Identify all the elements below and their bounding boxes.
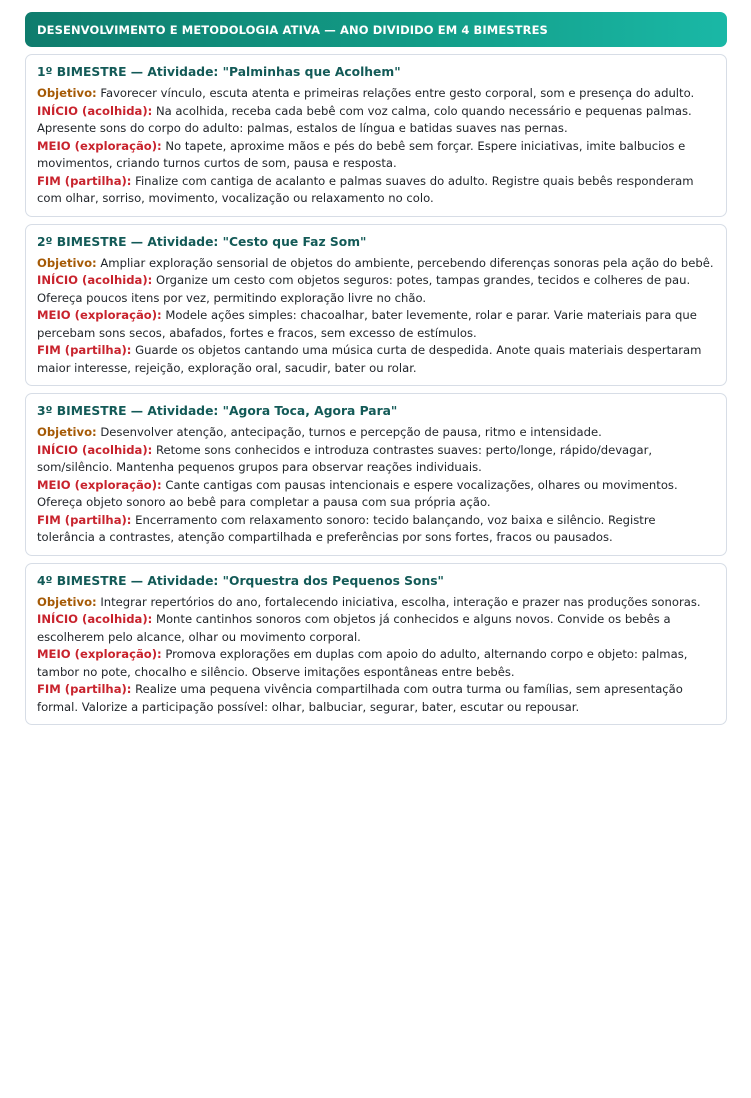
inicio-label: INÍCIO (acolhida):: [37, 103, 153, 118]
meio-line: [37, 646, 716, 681]
inicio-label: INÍCIO (acolhida):: [37, 612, 153, 626]
section-header-title: DESENVOLVIMENTO E METODOLOGIA ATIVA — ANO DIVIDIDO EM 4 BIMESTRES: [37, 22, 548, 37]
fim-text: Realize uma pequena vivência compartilhada com outra turma ou famílias, sem apresentação formal. Valorize a participação possível: olhar, balbuciar, segurar, bater, escutar ou repousar.: [37, 682, 683, 714]
bimestre-title: 3º BIMESTRE — Atividade: "Agora Toca, Agora Para": [37, 404, 398, 418]
objetivo-text: Ampliar exploração sensorial de objetos do ambiente, percebendo diferenças sonoras pela ação do bebê.: [100, 255, 714, 270]
inicio-text: Na acolhida, receba cada bebê com voz calma, colo quando necessário e pequenas palmas. Apresente sons do corpo do adulto: palmas, estalos de língua e batidas suaves nas pernas.: [37, 103, 692, 135]
bimestre-card-4: [25, 563, 727, 726]
objetivo-label: Objetivo:: [37, 425, 97, 439]
fim-label: FIM (partilha):: [37, 512, 132, 527]
meio-line: [37, 307, 716, 342]
meio-label: MEIO (exploração):: [37, 138, 162, 153]
inicio-line: [37, 442, 716, 477]
fim-label: FIM (partilha):: [37, 173, 132, 188]
inicio-label: INÍCIO (acolhida):: [37, 273, 153, 287]
inicio-text: Monte cantinhos sonoros com objetos já conhecidos e alguns novos. Convide os bebês a escolherem pelo alcance, olhar ou movimento corporal.: [37, 612, 671, 644]
objetivo-line: [37, 594, 716, 612]
fim-label: FIM (partilha):: [37, 343, 132, 357]
inicio-text: Organize um cesto com objetos seguros: potes, tampas grandes, tecidos e colheres de pau. Ofereça poucos itens por vez, permitindo exploração livre no chão.: [37, 273, 691, 305]
meio-text: Modele ações simples: chacoalhar, bater levemente, rolar e parar. Varie materiais para que percebam sons secos, abafados, fortes e fracos, sem excesso de estímulos.: [37, 308, 697, 340]
fim-text: Encerramento com relaxamento sonoro: tecido balançando, voz baixa e silêncio. Registre tolerância a contrastes, atenção compartilhada e preferências por sons fortes, fracos ou pausados.: [37, 512, 656, 544]
objetivo-line: [37, 255, 716, 273]
fim-text: Finalize com cantiga de acalanto e palmas suaves do adulto. Registre quais bebês responderam com olhar, sorriso, movimento, vocalização ou relaxamento no colo.: [37, 173, 694, 205]
bimestre-title: 2º BIMESTRE — Atividade: "Cesto que Faz Som": [37, 234, 367, 249]
meio-text: Cante cantigas com pausas intencionais e espere vocalizações, olhares ou movimentos. Ofereça objeto sonoro ao bebê para completar a pausa com sua própria ação.: [37, 477, 678, 509]
objetivo-text: Integrar repertórios do ano, fortalecendo iniciativa, escolha, interação e prazer nas produções sonoras.: [100, 594, 701, 609]
fim-text: Guarde os objetos cantando uma música curta de despedida. Anote quais materiais despertaram maior interesse, rejeição, exploração oral, sacudir, bater ou rolar.: [37, 343, 702, 375]
bimestre-title: 1º BIMESTRE — Atividade: "Palminhas que Acolhem": [37, 65, 401, 79]
meio-label: MEIO (exploração):: [37, 308, 162, 322]
meio-text: No tapete, aproxime mãos e pés do bebê sem forçar. Espere iniciativas, imite balbucios e movimentos, criando turnos curtos de som, pausa e resposta.: [37, 138, 686, 170]
objetivo-text: Favorecer vínculo, escuta atenta e primeiras relações entre gesto corporal, som e presença do adulto.: [100, 86, 695, 100]
objetivo-label: Objetivo:: [37, 255, 97, 270]
fim-line: [37, 512, 716, 547]
fim-line: [37, 173, 716, 208]
meio-label: MEIO (exploração):: [37, 477, 162, 492]
objetivo-text: Desenvolver atenção, antecipação, turnos e percepção de pausa, ritmo e intensidade.: [100, 425, 602, 439]
objetivo-line: [37, 424, 716, 442]
meio-line: [37, 138, 716, 173]
section-header: [25, 12, 727, 47]
fim-line: [37, 342, 716, 377]
inicio-line: [37, 611, 716, 646]
inicio-line: [37, 103, 716, 138]
inicio-label: INÍCIO (acolhida):: [37, 442, 153, 457]
fim-label: FIM (partilha):: [37, 682, 132, 696]
inicio-text: Retome sons conhecidos e introduza contrastes suaves: perto/longe, rápido/devagar, som/silêncio. Mantenha pequenos grupos para observar reações individuais.: [37, 442, 653, 474]
document-page: [25, 12, 727, 732]
meio-label: MEIO (exploração):: [37, 647, 162, 661]
objetivo-line: [37, 85, 716, 103]
bimestre-title: 4º BIMESTRE — Atividade: "Orquestra dos Pequenos Sons": [37, 573, 444, 588]
objetivo-label: Objetivo:: [37, 86, 97, 100]
bimestre-card-3: [25, 393, 727, 556]
meio-text: Promova explorações em duplas com apoio do adulto, alternando corpo e objeto: palmas, tambor no pote, chocalho e silêncio. Observe imitações espontâneas entre bebês.: [37, 647, 688, 679]
fim-line: [37, 681, 716, 716]
meio-line: [37, 477, 716, 512]
objetivo-label: Objetivo:: [37, 594, 97, 609]
inicio-line: [37, 272, 716, 307]
bimestre-card-2: [25, 224, 727, 387]
bimestre-card-1: [25, 54, 727, 217]
